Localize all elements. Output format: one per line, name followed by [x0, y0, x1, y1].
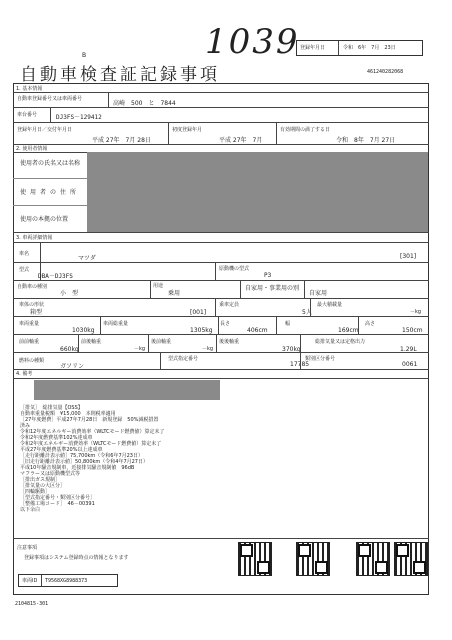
section-basic-heading: 1. 基本情報 [16, 86, 43, 92]
first-reg-value: 平成 27年 7月 28日 [92, 137, 151, 144]
remark-line: 済み [20, 423, 31, 429]
remark-line: 平成27年度燃費基準20%以上達成車 [20, 447, 103, 453]
remark-line: 令和2年度エネルギー消費効率（WLTCモード燃費値）算定未了 [20, 441, 162, 447]
rr-axle-label: 後後軸重 [219, 339, 240, 345]
category-label: 自動車の種別 [17, 284, 48, 290]
remark-line: ［旧走行距離計表示値］50,800km（令和4年7月27日） [20, 459, 148, 465]
qr-code [356, 542, 390, 576]
section-vehicle-heading: 3. 車両詳細情報 [16, 235, 53, 241]
section-user-heading: 2. 使用者情報 [16, 146, 48, 152]
registration-date-box [296, 40, 423, 56]
body-value: 箱型 [30, 309, 43, 316]
fuel-value: ガソリン [60, 363, 85, 370]
width-label: 幅 [285, 321, 291, 327]
registration-date-value: 令和 6年 7月 23日 [343, 45, 396, 51]
remark-line: ［27年度燃費］平成27年7月28日 新規登録 50%減税措置 [20, 417, 159, 423]
reg-no-label: 自動車登録番号又は車両番号 [17, 96, 83, 102]
remark-line: 令和12年度エネルギー消費効率（WLTCモード燃費値）算定未了 [20, 429, 165, 435]
class-no-label: 類別区分番号 [305, 356, 336, 362]
car-id-box [18, 574, 118, 587]
car-id-label: 車両ID [22, 578, 38, 584]
displacement-value: 1.29L [400, 346, 417, 353]
rr-axle-value: 370kg [282, 346, 301, 353]
user-name-label: 使用者の氏名又は名称 [20, 160, 81, 167]
purpose-label: 自家用・事業用の別 [245, 285, 300, 292]
height-value: 150cm [402, 327, 423, 334]
user-address-label: 使用者の住所 [20, 189, 81, 196]
height-label: 高さ [365, 321, 376, 327]
gross-label: 車両総重量 [103, 321, 129, 327]
load-label: 最大積載量 [317, 302, 343, 308]
remark-line: 自動車重量税額 ¥15,000 本則税率適用 [20, 411, 116, 417]
engine-label: 原動機の型式 [219, 266, 250, 272]
remark-line: ［整備工場コード］ 46－00391 [20, 501, 95, 507]
use-label: 用途 [153, 283, 164, 289]
qr-code [238, 542, 272, 576]
notes-label: 注意事項 [17, 545, 38, 551]
maker-label: 車名 [19, 251, 30, 257]
remark-line: 平成10年騒音規制車，近接排気騒音規制値 96dB [20, 465, 135, 471]
handwritten-number: 1039 [205, 22, 300, 62]
remark-line: 令和2年度燃費基準102%達成車 [20, 435, 93, 441]
type-no-value: 17785 [290, 361, 310, 368]
ff-axle-value: 660kg [60, 346, 79, 353]
class-no-value: 0061 [402, 361, 418, 368]
capacity-value: 5人 [302, 309, 312, 316]
first-reg-value-2: 平成 27年 7月 [219, 137, 263, 144]
qr-code [394, 542, 428, 576]
remark-line: ［走行距離計表示値］75,700km（令和6年7月23日） [20, 453, 143, 459]
type-no-label: 型式指定番号 [168, 356, 199, 362]
document-serial: 461240282068 [367, 69, 404, 75]
first-reg-label-2: 初度登録年月 [172, 127, 203, 133]
expiry-value: 令和 8年 7月 27日 [336, 137, 396, 144]
width-value: 169cm [338, 327, 359, 334]
length-label: 長さ [220, 321, 231, 327]
gross-value: 1305kg [190, 327, 213, 334]
qr-code [296, 542, 330, 576]
section-remarks-heading: 4. 備考 [16, 371, 33, 377]
weight-label: 車両重量 [19, 321, 40, 327]
model-value: DBA－DJ3FS [38, 273, 73, 280]
rf-axle-value: －kg [202, 346, 214, 352]
document-number: 2104815-301 [15, 601, 49, 607]
capacity-label: 乗車定員 [219, 302, 240, 308]
purpose-value: 自家用 [309, 290, 328, 297]
fr-axle-label: 前後軸重 [81, 339, 102, 345]
remark-line: ［排出ガス規制］ [20, 477, 61, 483]
fuel-label: 燃料の種類 [19, 358, 45, 364]
car-id-value: T9568XG8988373 [45, 578, 88, 584]
remark-line: ［排気］ 総排気量【OSS】 [20, 405, 83, 411]
maker-code: [301] [400, 253, 417, 260]
engine-value: P3 [264, 272, 272, 279]
remark-line: ［排気量の大区分］ [20, 483, 66, 489]
model-label: 型式 [19, 267, 30, 273]
rf-axle-label: 後前軸重 [151, 339, 172, 345]
maker-value: マツダ [78, 255, 96, 262]
expiry-label: 有効期間の満了する日 [280, 127, 331, 133]
remarks-list [20, 405, 164, 513]
user-base-label: 使用の本拠の位置 [20, 216, 69, 223]
first-reg-label: 登録年月日／交付年月日 [17, 127, 73, 133]
document-title: 自動車検査証記録事項 [20, 65, 220, 85]
ff-axle-label: 前前軸重 [19, 339, 40, 345]
load-value: －kg [410, 309, 422, 315]
chassis-label: 車台番号 [17, 112, 38, 118]
remark-line: 以下余白 [20, 507, 41, 513]
body-code: [001] [190, 309, 207, 316]
body-label: 車体の形状 [19, 302, 45, 308]
registration-date-label: 登録年月日 [300, 45, 326, 51]
length-value: 406cm [247, 327, 268, 334]
use-value: 乗用 [168, 290, 181, 297]
remark-line: ［四輪駆動］ [20, 489, 51, 495]
fr-axle-value: －kg [134, 346, 146, 352]
category-value: 小 型 [60, 290, 79, 297]
chassis-value: DJ3FS－129412 [56, 114, 102, 121]
displacement-label: 総排気量又は定格出力 [315, 339, 366, 345]
redacted-remarks-header [34, 380, 220, 400]
remark-line: ［型式指定番号・類別区分番号］ [20, 495, 96, 501]
notes-text: 登録事項はシステム登録時点の情報となります [24, 555, 129, 561]
weight-value: 1030kg [72, 327, 95, 334]
form-letter: B [82, 52, 87, 59]
redacted-user-info [87, 152, 428, 232]
reg-no-value: 高崎 500 と 7844 [113, 100, 176, 107]
remark-line: マフラー又は原動機型式等 [20, 471, 81, 477]
